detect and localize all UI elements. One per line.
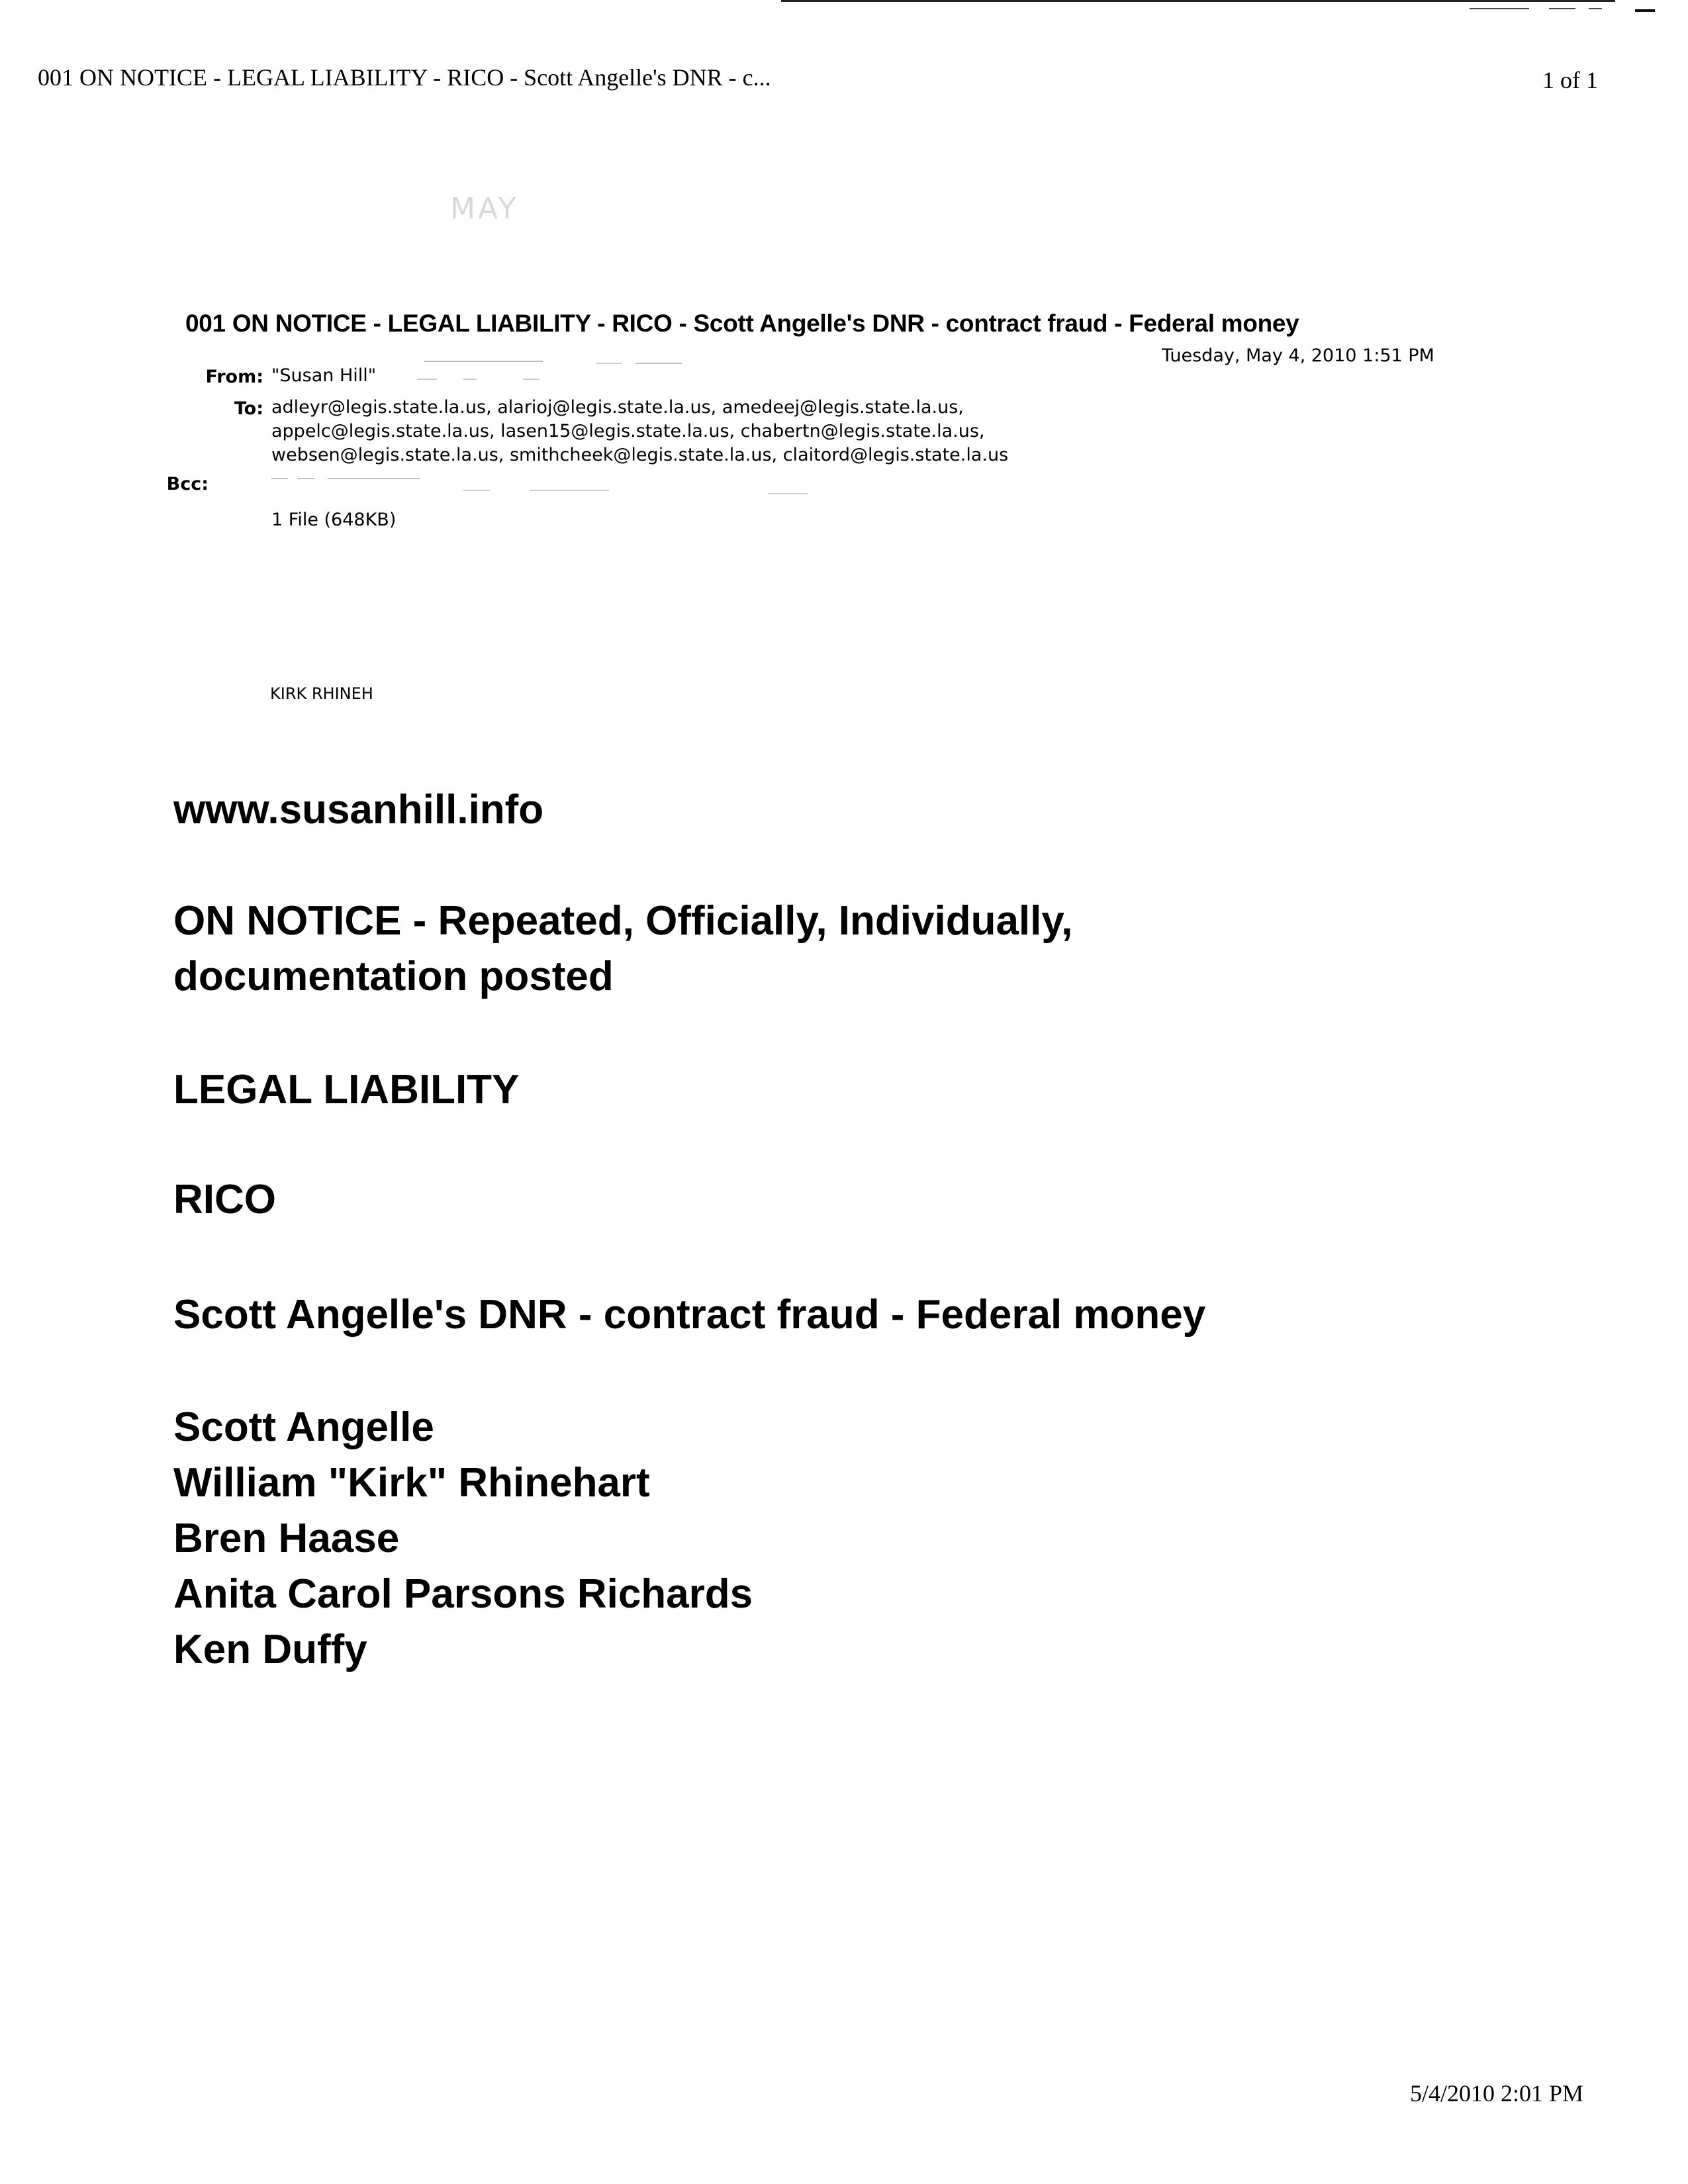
website-link[interactable]: www.susanhill.info	[173, 787, 544, 833]
redaction-trace	[417, 379, 437, 380]
scan-edge-line	[781, 0, 1615, 2]
from-label: From:	[205, 367, 263, 387]
email-date: Tuesday, May 4, 2010 1:51 PM	[1162, 345, 1434, 366]
name-item: Bren Haase	[173, 1516, 400, 1561]
notice-line: documentation posted	[173, 954, 614, 999]
redaction-trace	[463, 490, 490, 491]
scan-dash	[1470, 8, 1529, 9]
from-value: "Susan Hill"	[271, 365, 377, 386]
name-item: William "Kirk" Rhinehart	[173, 1460, 650, 1506]
names-list	[173, 1400, 753, 1678]
scan-smudge	[424, 361, 543, 362]
attachment-name: KIRK RHINEH	[270, 684, 373, 703]
to-line: websen@legis.state.la.us, smithcheek@legis.state.la.us, claitord@legis.state.la.us	[271, 445, 1009, 465]
scan-dash	[1549, 8, 1575, 9]
legal-liability-heading: LEGAL LIABILITY	[173, 1067, 520, 1113]
notice-line: ON NOTICE - Repeated, Officially, Individually,	[173, 898, 1073, 944]
dnr-heading: Scott Angelle's DNR - contract fraud - Federal money	[173, 1292, 1206, 1338]
name-item: Ken Duffy	[173, 1627, 367, 1672]
scan-dash	[1589, 8, 1602, 9]
redaction-trace	[523, 379, 539, 380]
name-item: Anita Carol Parsons Richards	[173, 1571, 753, 1617]
notice-block	[173, 893, 1073, 1005]
to-label: To:	[234, 398, 263, 419]
attachment-info: 1 File (648KB)	[271, 510, 397, 530]
print-header-page-number: 1 of 1	[1542, 67, 1598, 93]
to-line: adleyr@legis.state.la.us, alarioj@legis.state.la.us, amedeej@legis.state.la.us,	[271, 397, 964, 418]
received-stamp: MAY	[450, 192, 519, 226]
scan-smudge	[635, 363, 682, 364]
to-line: appelc@legis.state.la.us, lasen15@legis.state.la.us, chabertn@legis.state.la.us,	[271, 421, 985, 441]
redaction-trace	[271, 478, 288, 479]
redaction-trace	[768, 493, 808, 494]
redaction-trace	[463, 379, 477, 380]
print-header-title: 001 ON NOTICE - LEGAL LIABILITY - RICO - Scott Angelle's DNR - c...	[38, 64, 771, 91]
print-footer-timestamp: 5/4/2010 2:01 PM	[1410, 2080, 1584, 2107]
to-recipients	[271, 396, 1008, 467]
scan-smudge	[596, 363, 622, 364]
name-item: Scott Angelle	[173, 1404, 434, 1450]
rico-heading: RICO	[173, 1177, 276, 1222]
redaction-trace	[328, 478, 420, 479]
email-subject: 001 ON NOTICE - LEGAL LIABILITY - RICO - Scott Angelle's DNR - contract fraud - Federal money	[185, 310, 1299, 337]
bcc-label: Bcc:	[166, 474, 209, 494]
redaction-trace	[298, 478, 314, 479]
scan-dash	[1635, 9, 1655, 12]
redaction-trace	[530, 490, 609, 491]
